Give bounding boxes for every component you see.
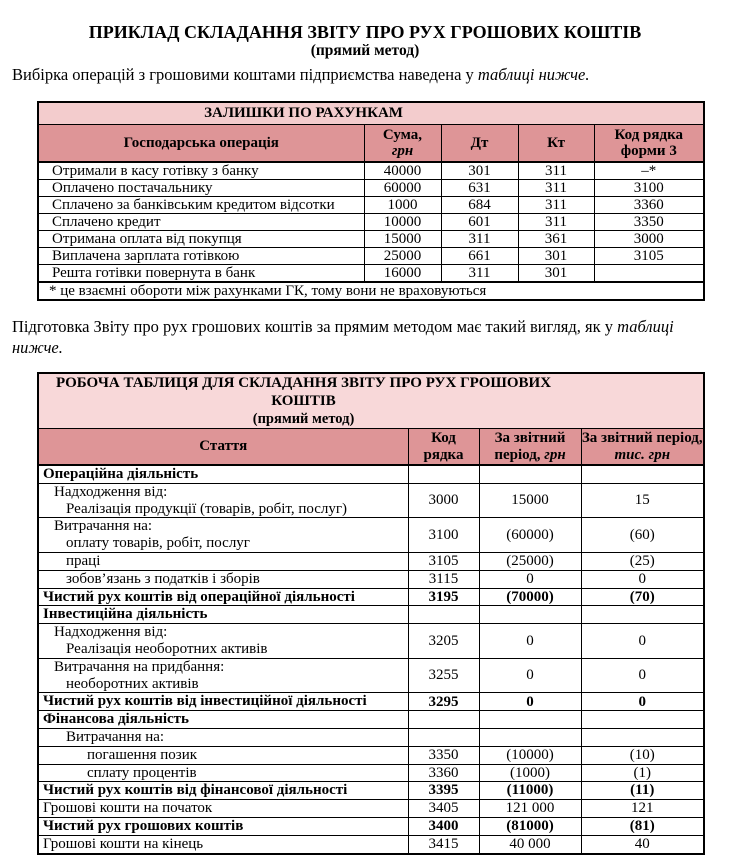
row-code-cell: [408, 728, 479, 746]
total-row: [38, 782, 704, 800]
period-thousand-line2-italic: тис. грн: [614, 446, 671, 463]
sum-cell: 25000: [364, 248, 441, 265]
article-row: [38, 518, 704, 553]
period-thousand-cell: (81): [581, 817, 704, 835]
column-header-sum: [364, 125, 441, 163]
debit-cell: 631: [441, 180, 518, 197]
row-code-cell: [408, 606, 479, 624]
period-uah-cell: (11000): [479, 782, 581, 800]
section-row: [38, 606, 704, 624]
intro-paragraph: [12, 64, 720, 85]
period-thousand-cell: 0: [581, 658, 704, 693]
period-thousand-cell: 0: [581, 570, 704, 588]
credit-cell: 301: [518, 265, 594, 283]
column-header-form-code: [594, 125, 704, 163]
period-uah-cell: (10000): [479, 746, 581, 764]
period-thousand-cell: 40: [581, 835, 704, 853]
row-code-cell: 3115: [408, 570, 479, 588]
balances-title-row: [38, 102, 704, 125]
operation-cell: Оплачено постачальнику: [38, 180, 364, 197]
period-thousand-cell: (10): [581, 746, 704, 764]
page-title: ПРИКЛАД СКЛАДАННЯ ЗВІТУ ПРО РУХ ГРОШОВИХ КОШТІВ: [88, 22, 642, 42]
column-header-row-code: [408, 429, 479, 466]
article-row: [38, 835, 704, 853]
form-code-cell: –*: [594, 162, 704, 180]
row-code-cell: 3405: [408, 800, 479, 818]
total-row: [38, 693, 704, 711]
sum-cell: 1000: [364, 197, 441, 214]
period-uah-cell: (70000): [479, 588, 581, 606]
debit-cell: 311: [441, 231, 518, 248]
working-table-title: [38, 373, 704, 429]
sum-cell: 16000: [364, 265, 441, 283]
row-code-cell: 3295: [408, 693, 479, 711]
balances-table-row: [38, 214, 704, 231]
period-thousand-cell: (60): [581, 518, 704, 553]
column-header-debit: Дт: [441, 125, 518, 163]
article-row: [38, 624, 704, 659]
column-header-operation: Господарська операція: [38, 125, 364, 163]
period-uah-cell: (25000): [479, 552, 581, 570]
period-uah-cell: 0: [479, 658, 581, 693]
credit-cell: 311: [518, 197, 594, 214]
balances-table-row: [38, 162, 704, 180]
article-line: Інвестиційна діяльність: [43, 606, 208, 623]
article-line: зобов’язань з податків і зборів: [66, 570, 260, 587]
article-cell: [38, 658, 408, 693]
period-uah-cell: [479, 606, 581, 624]
article-line: погашення позик: [87, 746, 198, 763]
form-code-cell: [594, 265, 704, 283]
article-cell: [38, 465, 408, 483]
operation-cell: Сплачено кредит: [38, 214, 364, 231]
balances-table: [37, 101, 705, 301]
sum-cell: 40000: [364, 162, 441, 180]
period-uah-cell: [479, 728, 581, 746]
working-table-body: [38, 465, 704, 854]
article-line: праці: [66, 552, 101, 569]
article-cell: [38, 746, 408, 764]
credit-cell: 361: [518, 231, 594, 248]
row-code-cell: 3415: [408, 835, 479, 853]
row-code-cell: 3105: [408, 552, 479, 570]
article-row: [38, 800, 704, 818]
credit-cell: 301: [518, 248, 594, 265]
article-line: Чистий рух грошових коштів: [43, 817, 244, 834]
credit-cell: 311: [518, 180, 594, 197]
article-cell: [38, 728, 408, 746]
period-uah-cell: 0: [479, 570, 581, 588]
period-uah-cell: 121 000: [479, 800, 581, 818]
working-title-line2: (прямий метод): [252, 411, 355, 427]
period-uah-cell: [479, 465, 581, 483]
period-uah-cell: 40 000: [479, 835, 581, 853]
credit-cell: 311: [518, 214, 594, 231]
article-line: Чистий рух коштів від фінансової діяльності: [43, 782, 348, 799]
article-cell: [38, 693, 408, 711]
debit-cell: 661: [441, 248, 518, 265]
article-line: Чистий рух коштів від операційної діяльності: [43, 588, 355, 605]
article-line: Чистий рух коштів від інвестиційної діяльності: [43, 693, 367, 710]
article-line: Надходження від:: [54, 483, 168, 500]
balances-table-row: [38, 197, 704, 214]
article-line: Грошові кошти на кінець: [43, 835, 204, 852]
intro-italic-text: таблиці нижче.: [477, 65, 590, 84]
article-line: Грошові кошти на початок: [43, 800, 213, 817]
column-header-article: Стаття: [38, 429, 408, 466]
row-code-header-line2: рядка: [423, 446, 464, 463]
row-code-cell: [408, 465, 479, 483]
period-thousand-cell: 0: [581, 693, 704, 711]
article-line: Реалізація необоротних активів: [66, 640, 268, 657]
row-code-cell: 3350: [408, 746, 479, 764]
row-code-cell: 3360: [408, 764, 479, 782]
working-title-line1: РОБОЧА ТАБЛИЦЯ ДЛЯ СКЛАДАННЯ ЗВІТУ ПРО РУХ ГРОШОВИХ КОШТІВ: [56, 375, 552, 409]
form-code-header-line2: форми 3: [620, 143, 677, 159]
period-thousand-cell: [581, 728, 704, 746]
article-row: [38, 483, 704, 518]
sum-cell: 60000: [364, 180, 441, 197]
operation-cell: Виплачена зарплата готівкою: [38, 248, 364, 265]
article-cell: [38, 817, 408, 835]
article-row: [38, 570, 704, 588]
operation-cell: Сплачено за банківським кредитом відсотки: [38, 197, 364, 214]
sum-cell: 10000: [364, 214, 441, 231]
article-line: Фінансова діяльність: [43, 711, 189, 728]
debit-cell: 601: [441, 214, 518, 231]
period-uah-line2-italic: грн: [544, 446, 566, 463]
period-uah-cell: (1000): [479, 764, 581, 782]
sum-header-line1: Сума,: [382, 126, 423, 143]
period-thousand-cell: (11): [581, 782, 704, 800]
debit-cell: 311: [441, 265, 518, 283]
balances-table-row: [38, 248, 704, 265]
working-title-row: [38, 373, 704, 429]
article-line: Операційна діяльність: [43, 466, 199, 482]
balances-table-row: [38, 231, 704, 248]
row-code-cell: 3205: [408, 624, 479, 659]
form-code-cell: 3000: [594, 231, 704, 248]
article-cell: [38, 624, 408, 659]
balances-header-row: [38, 125, 704, 163]
article-line: Надходження від:: [54, 624, 168, 641]
article-row: [38, 658, 704, 693]
form-code-cell: 3360: [594, 197, 704, 214]
balances-table-row: [38, 265, 704, 283]
article-line: Витрачання на:: [54, 518, 153, 535]
period-uah-cell: (81000): [479, 817, 581, 835]
balances-footnote-row: [38, 282, 704, 300]
article-line: Реалізація продукції (товарів, робіт, послуг): [66, 500, 348, 517]
section-row: [38, 711, 704, 729]
row-code-cell: 3400: [408, 817, 479, 835]
sum-header-line2: грн: [391, 143, 414, 159]
period-thousand-cell: (1): [581, 764, 704, 782]
article-cell: [38, 835, 408, 853]
period-uah-line1: За звітний: [494, 430, 566, 446]
article-cell: [38, 764, 408, 782]
article-line: Витрачання на придбання:: [54, 658, 225, 675]
period-uah-cell: 0: [479, 624, 581, 659]
article-line: оплату товарів, робіт, послуг: [66, 535, 250, 552]
period-thousand-cell: (70): [581, 588, 704, 606]
column-header-credit: Кт: [518, 125, 594, 163]
form-code-cell: 3100: [594, 180, 704, 197]
article-line: необоротних активів: [66, 675, 199, 692]
period-thousand-line1: За звітний період,: [581, 430, 703, 446]
article-row: [38, 728, 704, 746]
period-uah-cell: 0: [479, 693, 581, 711]
working-table: [37, 372, 705, 855]
between-paragraph: [12, 316, 720, 358]
row-code-cell: 3395: [408, 782, 479, 800]
between-italic-text: таблиці нижче.: [12, 317, 674, 357]
row-code-cell: 3100: [408, 518, 479, 553]
article-row: [38, 764, 704, 782]
period-thousand-cell: 121: [581, 800, 704, 818]
balances-table-title: ЗАЛИШКИ ПО РАХУНКАМ: [38, 102, 704, 125]
row-code-cell: 3000: [408, 483, 479, 518]
period-uah-cell: [479, 711, 581, 729]
period-thousand-cell: (25): [581, 552, 704, 570]
total-row: [38, 588, 704, 606]
article-cell: [38, 483, 408, 518]
credit-cell: 311: [518, 162, 594, 180]
row-code-cell: 3195: [408, 588, 479, 606]
debit-cell: 301: [441, 162, 518, 180]
form-code-cell: 3105: [594, 248, 704, 265]
page-subtitle: (прямий метод): [310, 42, 420, 59]
period-thousand-cell: [581, 465, 704, 483]
sum-cell: 15000: [364, 231, 441, 248]
operation-cell: Отримана оплата від покупця: [38, 231, 364, 248]
article-cell: [38, 518, 408, 553]
article-row: [38, 552, 704, 570]
working-header-row: [38, 429, 704, 466]
article-line: Витрачання на:: [66, 728, 165, 745]
period-uah-line2: період,: [494, 446, 545, 463]
article-cell: [38, 782, 408, 800]
total-row: [38, 817, 704, 835]
section-row: [38, 465, 704, 483]
form-code-cell: 3350: [594, 214, 704, 231]
article-cell: [38, 570, 408, 588]
article-row: [38, 746, 704, 764]
balances-table-body: [38, 162, 704, 282]
period-thousand-cell: 15: [581, 483, 704, 518]
article-cell: [38, 588, 408, 606]
footnote-text: * це взаємні обороти між рахунками ГК, тому вони не враховуються: [38, 282, 704, 300]
column-header-period-uah: [479, 429, 581, 466]
column-header-period-thousand: [581, 429, 704, 466]
debit-cell: 684: [441, 197, 518, 214]
article-line: сплату процентів: [87, 764, 197, 781]
period-thousand-cell: 0: [581, 624, 704, 659]
row-code-cell: 3255: [408, 658, 479, 693]
row-code-header-line1: Код: [431, 430, 456, 446]
between-text: Підготовка Звіту про рух грошових коштів за прямим методом має такий вигляд, як у: [12, 317, 618, 336]
article-cell: [38, 552, 408, 570]
period-uah-cell: (60000): [479, 518, 581, 553]
balances-table-row: [38, 180, 704, 197]
period-thousand-cell: [581, 711, 704, 729]
article-cell: [38, 711, 408, 729]
period-thousand-cell: [581, 606, 704, 624]
operation-cell: Решта готівки повернута в банк: [38, 265, 364, 283]
article-cell: [38, 800, 408, 818]
period-uah-cell: 15000: [479, 483, 581, 518]
form-code-header-line1: Код рядка: [614, 126, 684, 143]
article-cell: [38, 606, 408, 624]
intro-text: Вибірка операцій з грошовими коштами підприємства наведена у: [12, 65, 478, 84]
operation-cell: Отримали в касу готівку з банку: [38, 162, 364, 180]
row-code-cell: [408, 711, 479, 729]
